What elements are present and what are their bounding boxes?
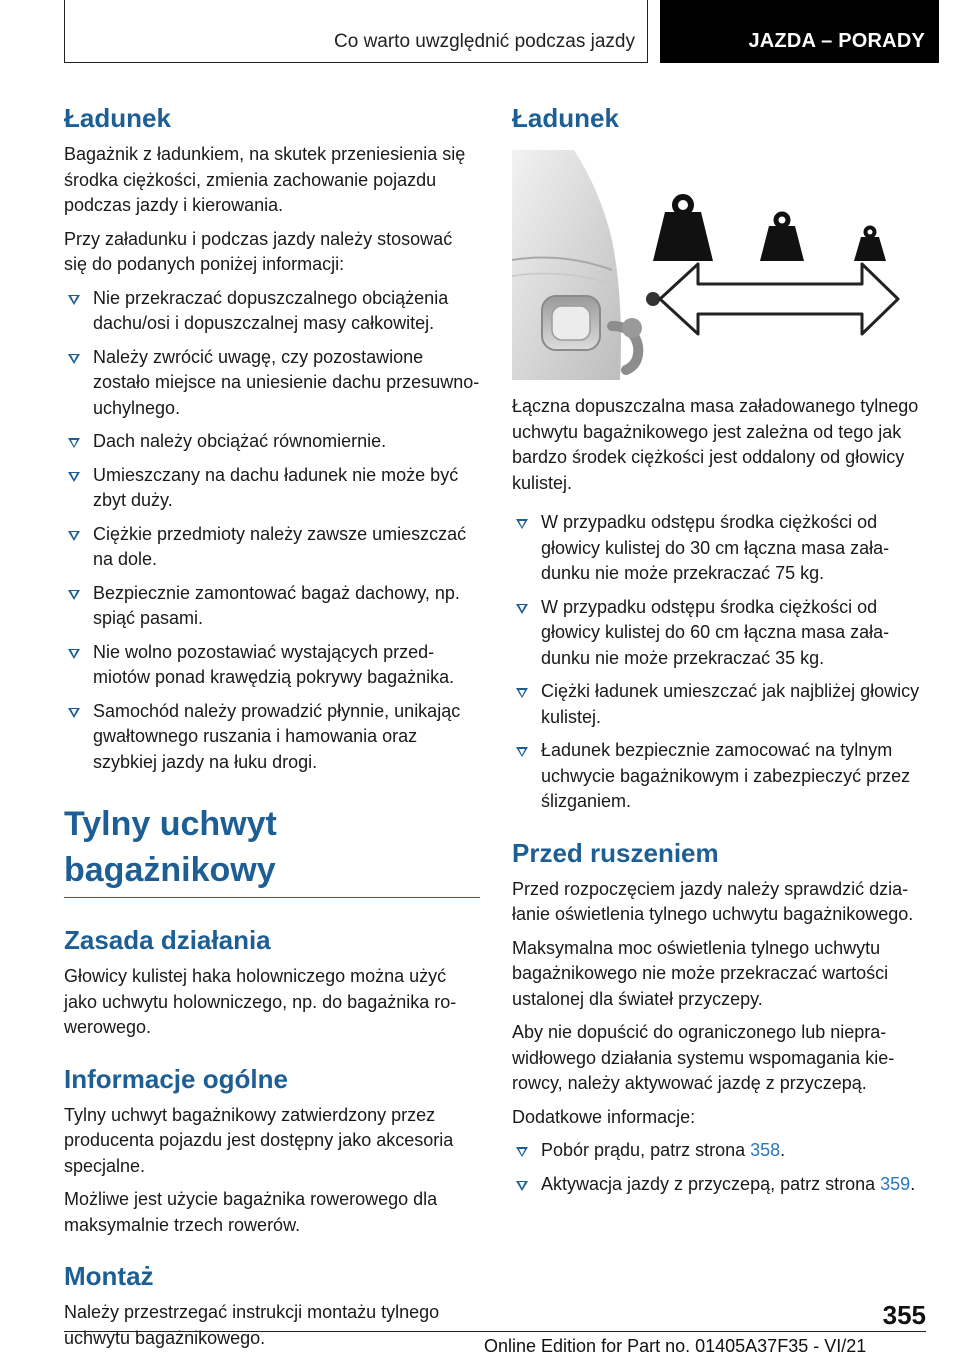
header-section-box [64, 0, 648, 63]
general-paragraph-2: Możliwe jest użycie bagażnika rowerowego dla maksymalnie trzech rowerów. [64, 1189, 438, 1235]
list-item: Nie przekraczać dopuszczalnego obciążenia dachu/osi i dopuszczalnej masy całkowitej. [64, 286, 480, 337]
carrier-heading: Tylny uchwyt bagażnikowy [64, 801, 480, 898]
list-item: Umieszczany na dachu ładunek nie może być zbyt duży. [64, 463, 480, 514]
bullet-triangle-icon [68, 472, 80, 482]
bullet-triangle-icon [68, 590, 80, 600]
principle-paragraph: Głowicy kulistej haka holowniczego można użyć jako uchwytu holowniczego, np. do bagażnika rowerowego. [64, 966, 457, 1037]
carrier-load-bullet-list [512, 510, 926, 815]
bullet-triangle-icon [68, 438, 80, 448]
ball-head [646, 292, 660, 306]
principle-heading: Zasada działania [64, 925, 271, 955]
before-paragraph-1: Przed rozpoczęciem jazdy należy sprawdzić działanie oświetlenia tylnego uchwytu bagażnikowego. [512, 878, 914, 924]
bullet-triangle-icon [516, 1147, 528, 1157]
left-column [64, 98, 480, 1359]
bullet-triangle-icon [68, 708, 80, 718]
general-paragraph-1: Tylny uchwyt bagażnikowy zatwierdzony przez producenta pojazdu jest dostępny jako akcesoria specjalne. [64, 1104, 454, 1176]
page-link-359[interactable]: 359 [880, 1173, 911, 1194]
more-info-label: Dodatkowe informacje: [512, 1106, 696, 1127]
reference-list [512, 1138, 926, 1197]
list-item: Pobór prądu, patrz strona 358. [512, 1138, 926, 1164]
bullet-triangle-icon [516, 747, 528, 757]
header-section-title: Co warto uwzględnić podczas jazdy [334, 31, 635, 52]
mount-heading: Montaż [64, 1261, 154, 1291]
list-item: Dach należy obciążać równomiernie. [64, 429, 480, 455]
list-item: Ładunek bezpiecznie zamocować na tylnym uchwycie bagażnikowym i zabezpieczyć przez ślizganiem. [512, 738, 926, 815]
page-number: 355 [882, 1300, 926, 1330]
before-driving-heading: Przed ruszeniem [512, 837, 719, 868]
general-heading: Informacje ogólne [64, 1063, 288, 1094]
list-item: Bezpiecznie zamontować bagaż dachowy, np. spiąć pasami. [64, 581, 480, 632]
right-column [512, 98, 926, 1205]
list-item: Ciężkie przedmioty należy zawsze umieszczać na dole. [64, 522, 480, 573]
load-paragraph-2: Przy załadunku i podczas jazdy należy stosować się do podanych poniżej informacji: [64, 228, 453, 274]
load-distance-diagram [512, 150, 926, 380]
load-bullet-list [64, 286, 480, 776]
figure-caption: Łączna dopuszczalna masa załadowanego tylnego uchwytu bagażnikowego jest zależna od tego jak bardzo środek ciężkości jest oddalony od głowicy kulistej. [512, 396, 919, 493]
bullet-triangle-icon [516, 519, 528, 529]
mount-paragraph: Należy przestrzegać instrukcji montażu tylnego uchwytu bagażnikowego. [64, 1302, 440, 1348]
bullet-triangle-icon [68, 531, 80, 541]
list-item: Nie wolno pozostawiać wystających przedmiotów ponad krawędzią pokrywy bagażnika. [64, 640, 480, 691]
list-item: W przypadku odstępu środka ciężkości od głowicy kulistej do 60 cm łączna masa załadunku nie może przekraczać 35 kg. [512, 595, 926, 672]
header-chapter-box [660, 0, 939, 63]
footer-rule [64, 1331, 926, 1332]
list-item: Należy zwrócić uwagę, czy pozostawione zostało miejsce na uniesienie dachu przesuwno-uchylnego. [64, 345, 480, 422]
before-paragraph-2: Maksymalna moc oświetlenia tylnego uchwytu bagażnikowego nie może przekraczać wartości ustalonej dla świateł przyczepy. [512, 937, 889, 1009]
rear-carrier-load-illustration [512, 150, 926, 380]
list-item: Samochód należy prowadzić płynnie, unikając gwałtownego ruszania i hamowania oraz szybkiej jazdy na łuku drogi. [64, 699, 480, 776]
list-item: W przypadku odstępu środka ciężkości od głowicy kulistej do 30 cm łączna masa załadunku nie może przekraczać 75 kg. [512, 510, 926, 587]
list-item: Ciężki ładunek umieszczać jak najbliżej głowicy kulistej. [512, 679, 926, 730]
header-chapter-title: JAZDA – PORADY [748, 30, 925, 52]
page-link-358[interactable]: 358 [750, 1140, 781, 1160]
bullet-triangle-icon [516, 688, 528, 698]
bullet-triangle-icon [68, 649, 80, 659]
bullet-triangle-icon [68, 295, 80, 305]
bullet-triangle-icon [516, 1181, 528, 1191]
bullet-triangle-icon [516, 604, 528, 614]
load-heading: Ładunek [64, 103, 171, 133]
bullet-triangle-icon [68, 354, 80, 364]
before-paragraph-3: Aby nie dopuścić do ograniczonego lub nieprawidłowego działania systemu wspomagania kierowcy, należy aktywować jazdę z przyczepą. [512, 1022, 895, 1093]
carrier-load-heading: Ładunek [512, 103, 619, 133]
edition-footer: Online Edition for Part no. 01405A37F35 - VI/21 [484, 1336, 867, 1356]
list-item: Aktywacja jazdy z przyczepą, patrz strona 359. [512, 1172, 926, 1198]
load-paragraph-1: Bagażnik z ładunkiem, na skutek przeniesienia się środka ciężkości, zmienia zachowanie pojazdu podczas jazdy i kierowania. [64, 144, 466, 215]
